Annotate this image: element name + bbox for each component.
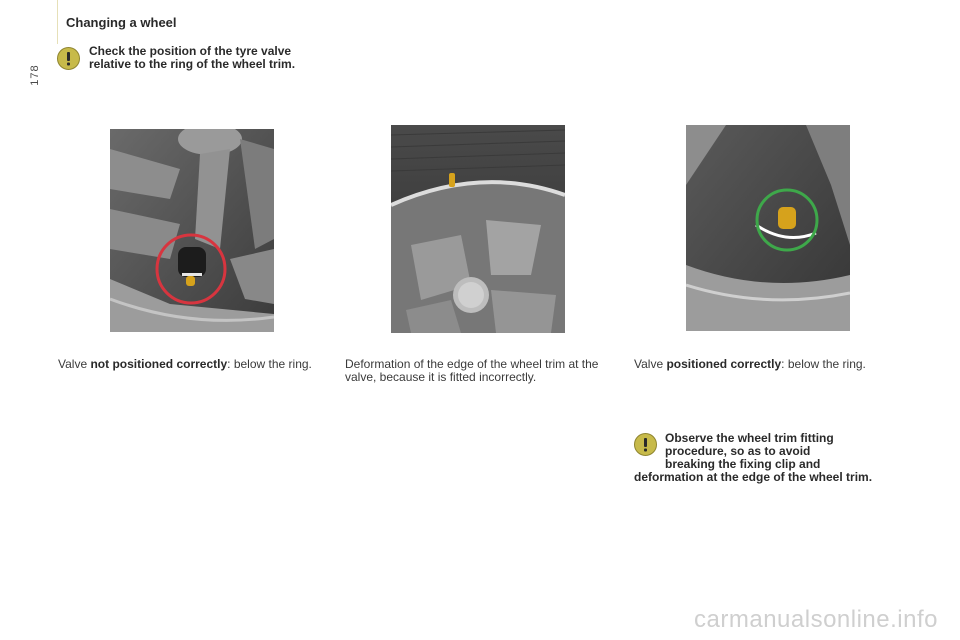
notice-line-4: deformation at the edge of the wheel trim. <box>634 470 873 484</box>
caption-right-bold: positioned correctly <box>666 357 782 371</box>
caption-valve-incorrect <box>58 358 320 371</box>
photo-trim-deformation <box>391 125 565 333</box>
caption-left-bold: not positioned correctly <box>90 357 228 371</box>
caption-valve-correct <box>634 358 908 371</box>
notice-line-2: procedure, so as to avoid <box>665 444 811 458</box>
notice-trim-fitting <box>634 432 914 484</box>
section-title: Changing a wheel <box>66 15 177 30</box>
notice-line-1: Observe the wheel trim fitting <box>665 431 834 445</box>
warning-exclamation-icon <box>57 47 80 70</box>
side-rule <box>57 0 58 44</box>
caption-left-pre: Valve <box>58 357 91 371</box>
photo-valve-incorrect <box>110 129 274 332</box>
caption-right-pre: Valve <box>634 357 667 371</box>
page-number: 178 <box>29 64 41 86</box>
notice-check-valve: Check the position of the tyre valve relative to the ring of the wheel trim. <box>89 44 296 71</box>
caption-left-post: : below the ring. <box>227 357 312 371</box>
photo-valve-correct <box>686 125 850 331</box>
caption-right-post: : below the ring. <box>781 357 866 371</box>
notice-line-3: breaking the fixing clip and <box>665 457 821 471</box>
caption-trim-deformation: Deformation of the edge of the wheel trim at the valve, because it is fitted incorrectly. <box>345 357 599 384</box>
watermark: carmanualsonline.info <box>694 606 938 633</box>
